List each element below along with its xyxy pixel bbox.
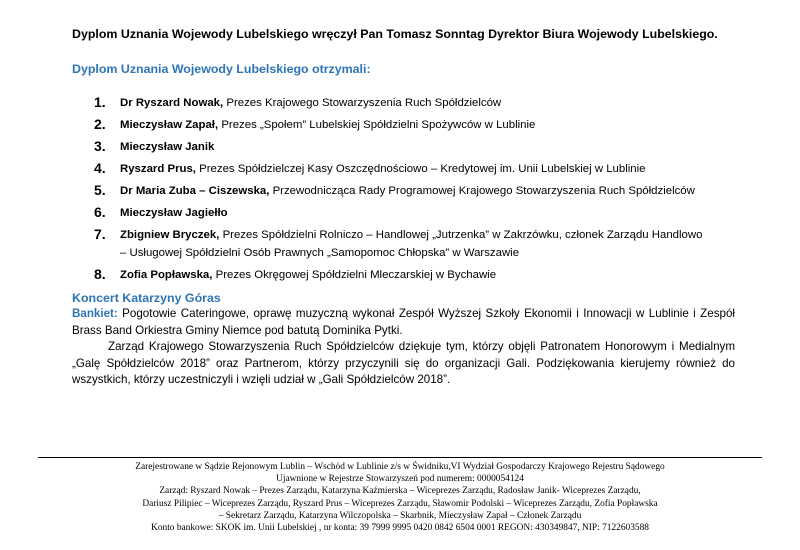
recipient-desc: Prezes Okręgowej Spółdzielni Mleczarskiej w Bychawie bbox=[215, 269, 497, 281]
event-details bbox=[72, 306, 735, 389]
recipient-name: Mieczysław Janik bbox=[120, 141, 215, 153]
recipients-list bbox=[72, 94, 762, 288]
recipient-name: Ryszard Prus, bbox=[120, 163, 196, 175]
recipient-desc: Przewodnicząca Rady Programowej Krajowego Stowarzyszenia Ruch Spółdzielców bbox=[272, 185, 695, 197]
recipient-name: Zbigniew Bryczek, bbox=[120, 229, 220, 241]
recipient-desc: Prezes Krajowego Stowarzyszenia Ruch Spółdzielców bbox=[226, 97, 502, 109]
recipient-desc-continued: – Usługowej Spółdzielni Osób Prawnych „Samopomoc Chłopska” w Warszawie bbox=[120, 247, 520, 259]
item-number: 2. bbox=[94, 116, 106, 132]
footer bbox=[60, 461, 740, 534]
concert-heading: Koncert Katarzyny Góras bbox=[72, 291, 221, 305]
recipient-name: Mieczysław Jagiełło bbox=[120, 207, 228, 219]
recipient-desc: Prezes Spółdzielni Rolniczo – Handlowej „Jutrzenka” w Zakrzówku, członek Zarządu Handlowo bbox=[222, 229, 703, 241]
item-number: 5. bbox=[94, 182, 106, 198]
footer-divider bbox=[38, 457, 762, 458]
item-number: 3. bbox=[94, 138, 106, 154]
intro-paragraph: Dyplom Uznania Wojewody Lubelskiego wręczył Pan Tomasz Sonntag Dyrektor Biura Wojewody Lubelskiego. bbox=[72, 27, 718, 41]
recipient-name: Mieczysław Zapał, bbox=[120, 119, 219, 131]
list-item bbox=[72, 94, 762, 112]
banquet-paragraph bbox=[72, 306, 735, 339]
recipient-name: Dr Maria Zuba – Ciszewska, bbox=[120, 185, 270, 197]
item-number: 6. bbox=[94, 204, 106, 220]
list-item bbox=[72, 226, 762, 262]
item-number: 4. bbox=[94, 160, 106, 176]
recipients-heading: Dyplom Uznania Wojewody Lubelskiego otrzymali: bbox=[72, 62, 371, 76]
list-item bbox=[72, 138, 762, 156]
item-number: 8. bbox=[94, 266, 106, 282]
footer-line: Dariusz Pilipiec – Wiceprezes Zarządu, Ryszard Prus – Wiceprezes Zarządu, Sławomir Podolski – Wiceprezes Zarządu, Zofia Popławska bbox=[142, 498, 658, 509]
recipient-name: Zofia Popławska, bbox=[120, 269, 213, 281]
list-item bbox=[72, 182, 762, 200]
recipient-desc: Prezes Spółdzielczej Kasy Oszczędnościowo – Kredytowej im. Unii Lubelskiej w Lublinie bbox=[199, 163, 646, 175]
banquet-text: Pogotowie Cateringowe, oprawę muzyczną wykonał Zespół Wyższej Szkoły Ekonomii i Innowacji w Lublinie i Zespół Brass Band Orkiestra Gminy Niemce pod batutą Dominika Pytki. bbox=[72, 307, 735, 337]
banquet-label: Bankiet: bbox=[72, 307, 118, 320]
footer-line: Zarejestrowane w Sądzie Rejonowym Lublin – Wschód w Lublinie z/s w Świdniku,VI Wydział Gospodarczy Krajowego Rejestru Sądowego bbox=[135, 462, 665, 472]
footer-line: Ujawnione w Rejestrze Stowarzyszeń pod numerem: 0000054124 bbox=[276, 474, 524, 485]
list-item bbox=[72, 160, 762, 178]
thanks-paragraph: Zarząd Krajowego Stowarzyszenia Ruch Spółdzielców dziękuje tym, którzy objęli Patronatem Honorowym i Medialnym „Galę Spółdzielców 2018” oraz Partnerom, którzy przyczynili się do organizacji Gali. Podziękowania kierujemy również do wszystkich, którzy uczestniczyli i wzięli udział w „Gali Spółdzielców 2018”. bbox=[72, 340, 735, 386]
list-item bbox=[72, 204, 762, 222]
recipient-desc: Prezes „Społem” Lubelskiej Spółdzielni Spożywców w Lublinie bbox=[221, 119, 536, 131]
list-item bbox=[72, 116, 762, 134]
footer-line: Konto bankowe: SKOK im. Unii Lubelskiej , nr konta: 39 7999 9995 0420 0842 6504 0001 REGON: 430349847, NIP: 7122603588 bbox=[151, 523, 649, 534]
recipient-name: Dr Ryszard Nowak, bbox=[120, 97, 224, 109]
list-item bbox=[72, 266, 762, 284]
item-number: 1. bbox=[94, 94, 106, 110]
footer-line: – Sekretarz Zarządu, Katarzyna Wilczopolska – Skarbnik, Mieczysław Zapał – Członek Zarządu bbox=[218, 510, 582, 521]
item-number: 7. bbox=[94, 226, 106, 242]
footer-line: Zarząd: Ryszard Nowak – Prezes Zarządu, Katarzyna Kaźmierska – Wiceprezes Zarządu, Radosław Janik- Wiceprezes Zarządu, bbox=[159, 486, 641, 497]
